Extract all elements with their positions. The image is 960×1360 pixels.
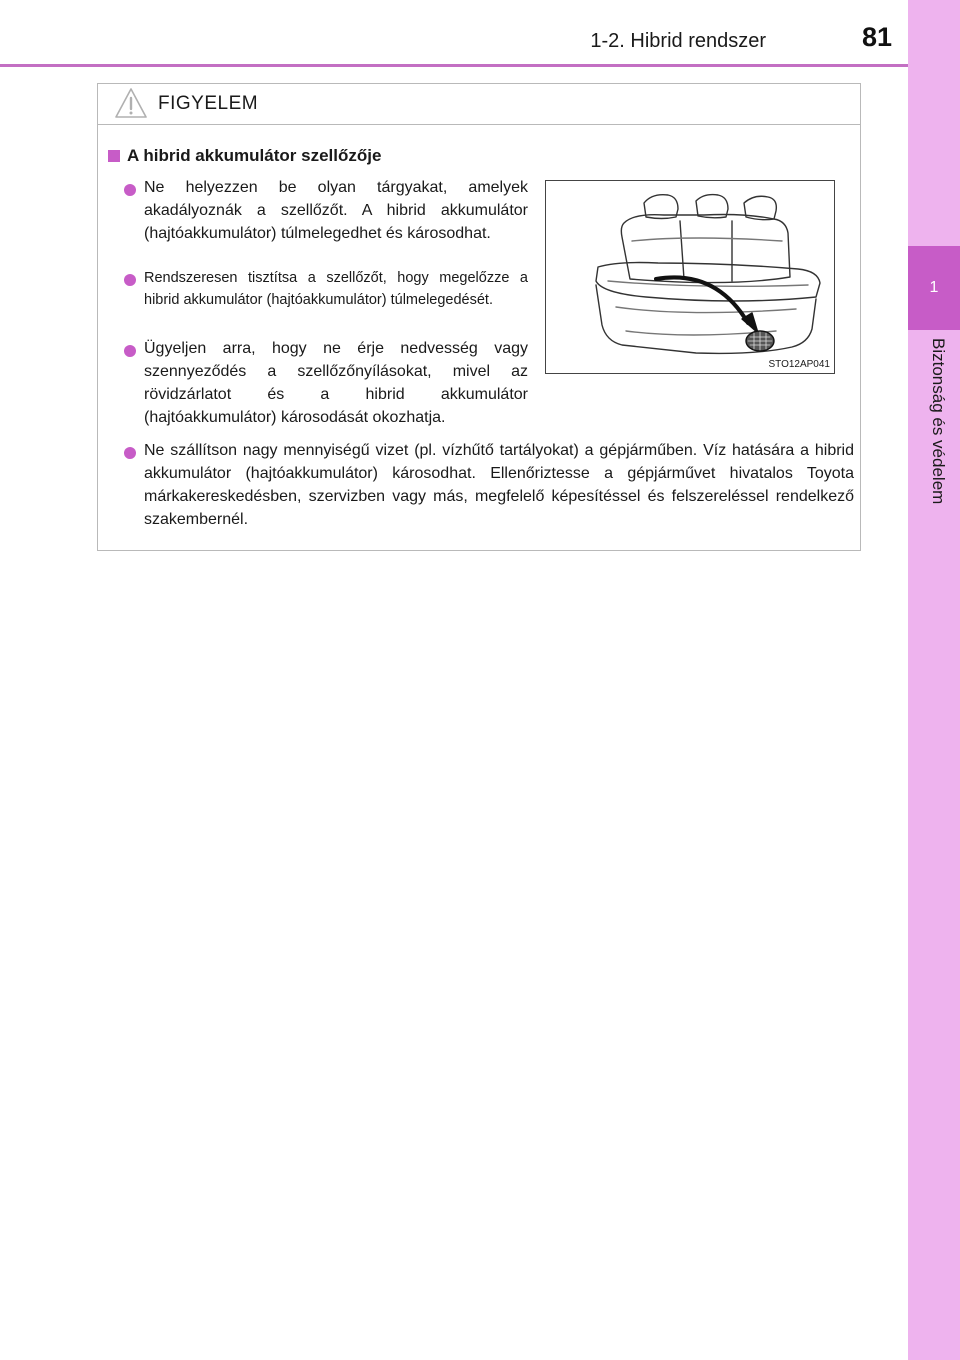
side-tab-strip [908, 0, 960, 1360]
bullet-icon [124, 178, 142, 196]
rear-seat-vent-illustration [545, 180, 835, 374]
bullet-icon [124, 339, 142, 357]
list-item: Rendszeresen tisztítsa a szellőzőt, hogy megelőzze a hibrid akkumulátor (hajtóakkumulátor) túlmelegedését. [144, 270, 528, 308]
chapter-number: 1 [929, 279, 939, 296]
list-item: Ne helyezzen be olyan tárgyakat, amelyek akadályoznák a szellőzőt. A hibrid akkumulátor (hajtóakkumulátor) túlmelegedhet és károsodhat. [144, 179, 528, 242]
warning-header [98, 84, 860, 125]
warning-title: FIGYELEM [158, 93, 259, 114]
list-item: Ne szállítson nagy mennyiségű vizet (pl. vízhűtő tartályokat) a gépjárműben. Víz hatására a hibrid akkumulátor (hajtóakkumulátor) károsodhat. Ellenőriztesse a gépjárművet hivatalos Toyota márkakereskedésben, szervizben vagy más, megfelelő képesítéssel és felszereléssel rendelkező szakembernél. [144, 442, 854, 528]
list-item: Ügyeljen arra, hogy ne érje nedvesség vagy szennyeződés a szellőzőnyílásokat, mivel az rövidzárlatot és a hibrid akkumulátor (hajtóakkumulátor) károsodását okozhatja. [144, 340, 528, 426]
bullet-icon [124, 268, 142, 286]
subheading-text: A hibrid akkumulátor szellőzője [127, 146, 382, 165]
chapter-number-tab[interactable] [908, 246, 960, 330]
rear-seat-icon [546, 181, 834, 373]
bullet-icon [124, 441, 142, 459]
warning-box [97, 83, 861, 551]
page-number: 81 [861, 22, 892, 52]
warning-triangle-icon [114, 87, 148, 119]
figure-code: STO12AP041 [768, 359, 830, 370]
subheading [108, 146, 381, 166]
header-rule [0, 64, 908, 67]
chapter-title: Biztonság és védelem [929, 338, 948, 505]
section-title: 1-2. Hibrid rendszer [590, 30, 766, 52]
subheading-marker [108, 150, 120, 162]
